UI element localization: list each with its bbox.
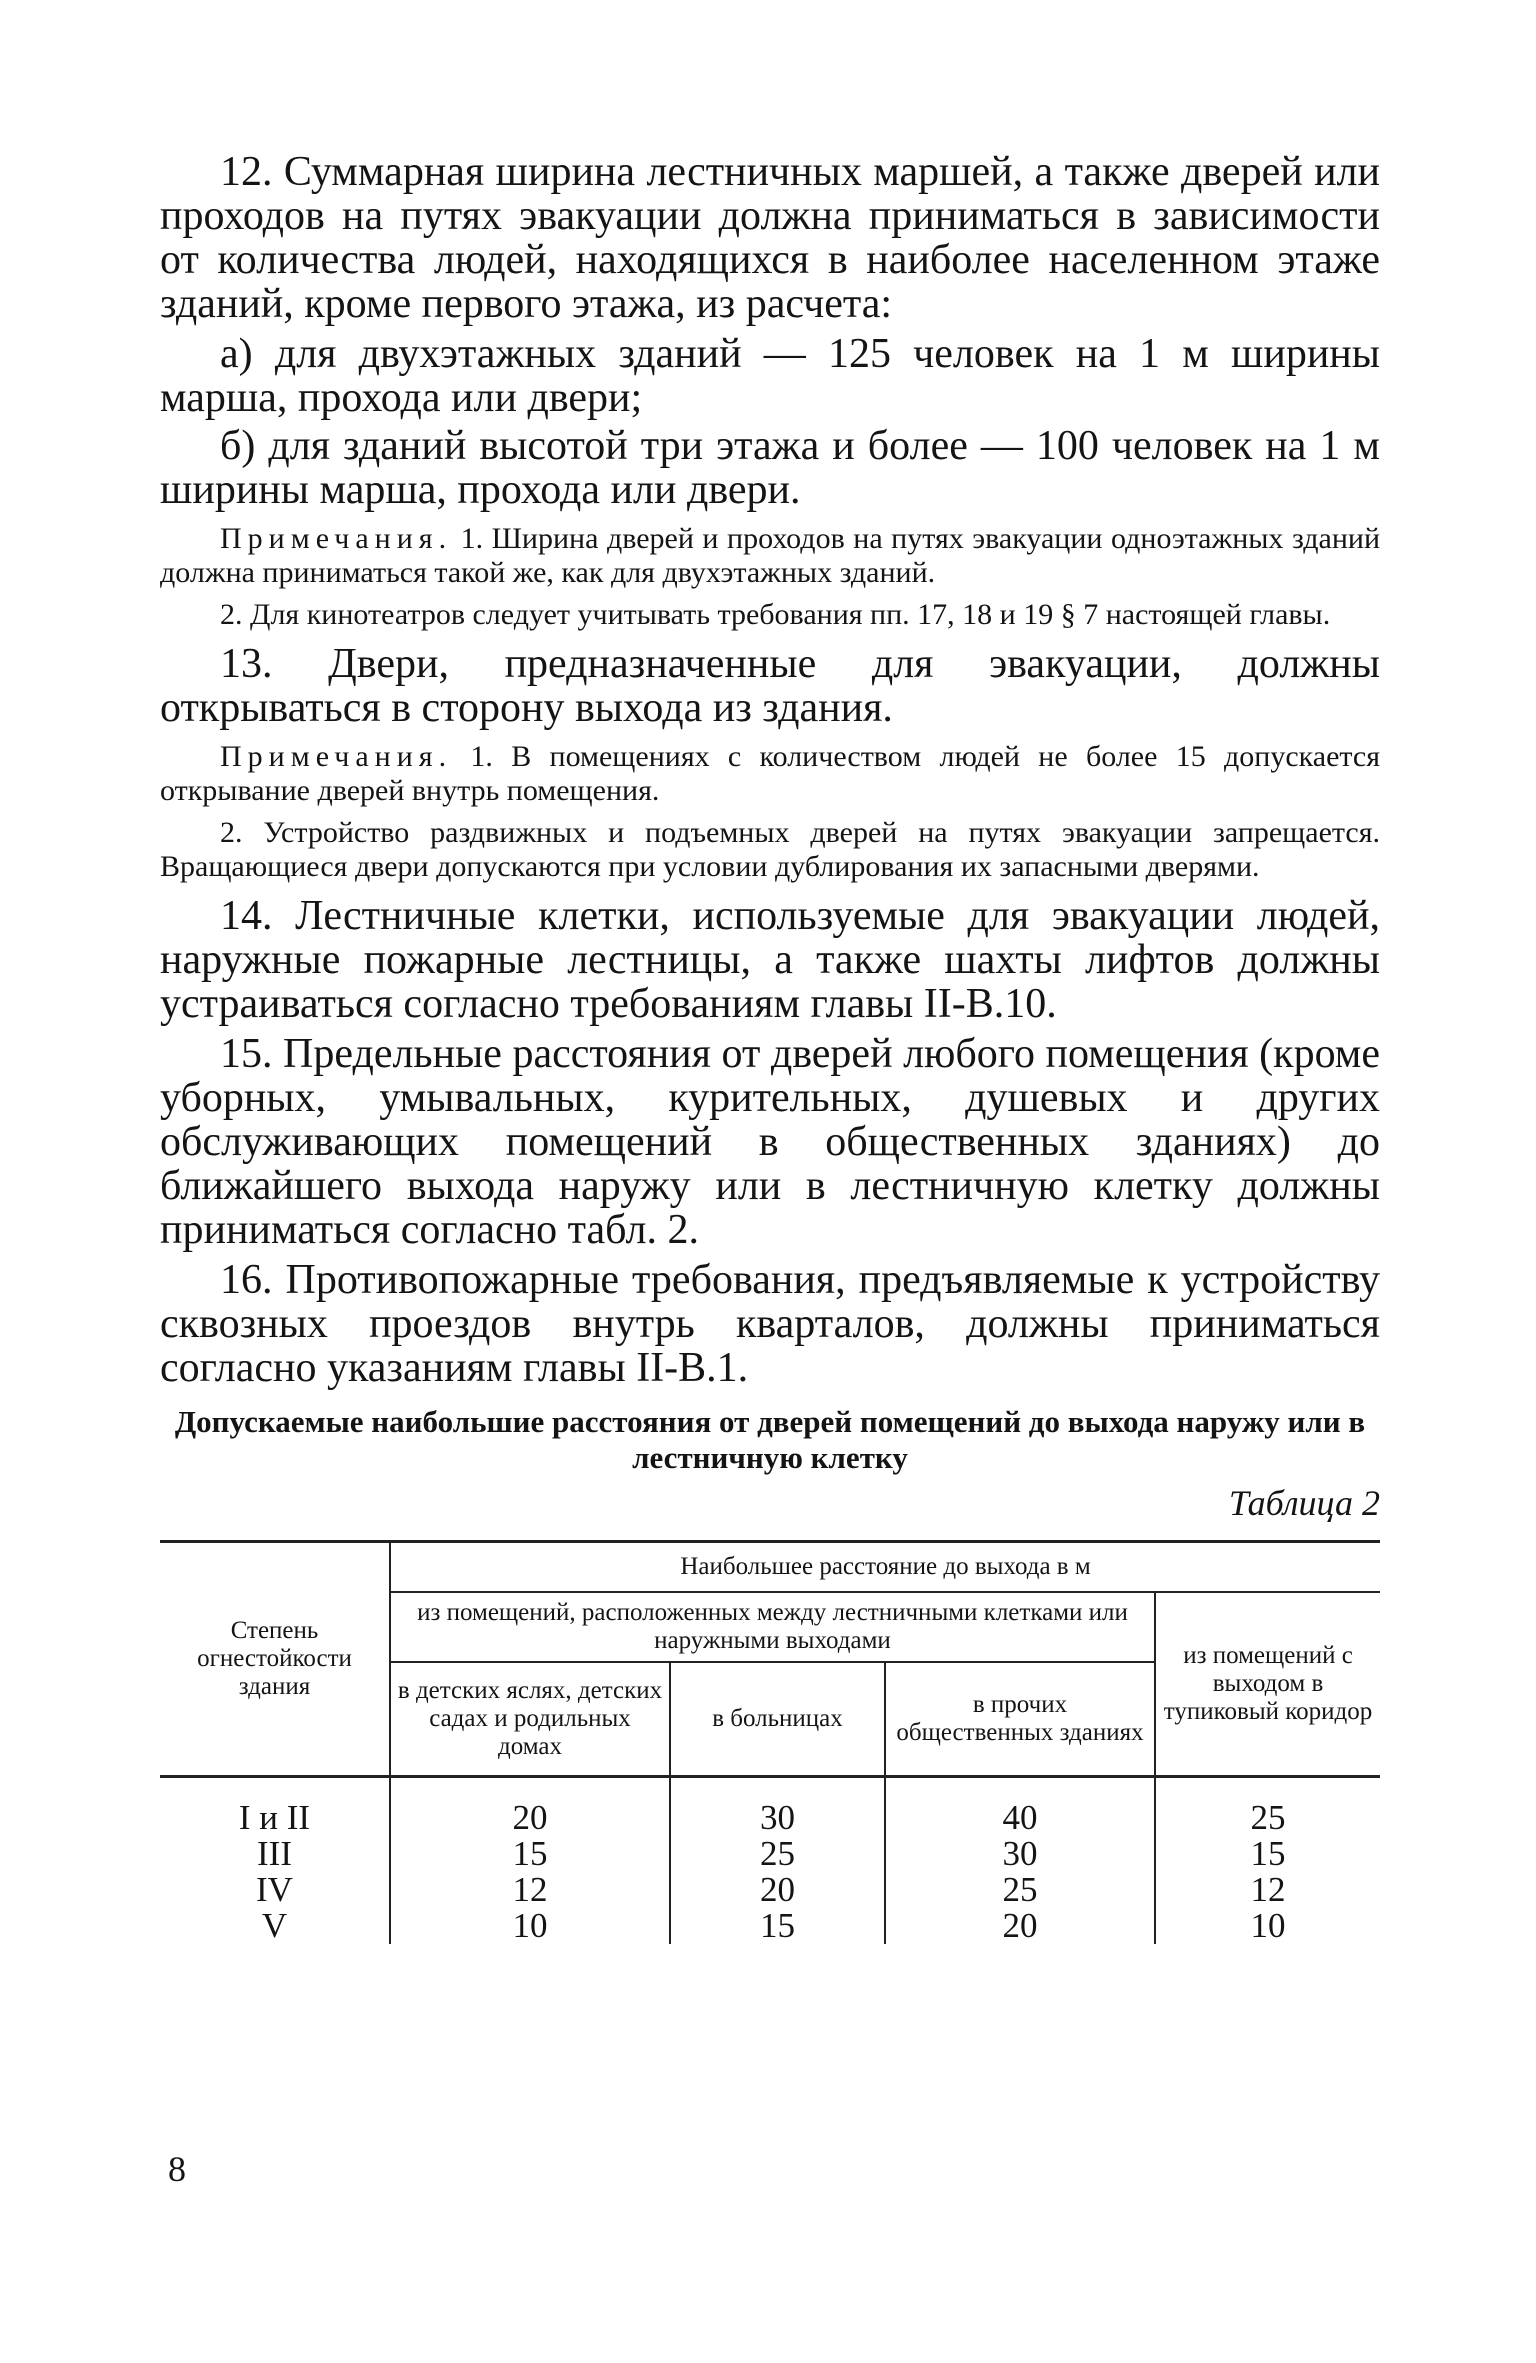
header-nurseries: в детских яслях, детских садах и родильных домах — [390, 1662, 670, 1777]
notes-label: Примечания. — [220, 740, 453, 773]
paragraph-14: 14. Лестничные клетки, используемые для эвакуации людей, наружные пожарные лестницы, а также шахты лифтов должны устраиваться согласно требованиям главы II-В.10. — [160, 893, 1380, 1027]
note-13-1 — [160, 740, 1380, 808]
cell-degree: V — [261, 1906, 288, 1945]
cell-value: 20 — [885, 1908, 1155, 1944]
document-page — [160, 150, 1380, 1944]
note-12-1 — [160, 522, 1380, 590]
page-number: 8 — [168, 2149, 186, 2189]
cell-value: 12 — [390, 1872, 670, 1908]
cell-degree: IV — [256, 1870, 293, 1909]
paragraph-12b: б) для зданий высотой три этажа и более — 100 человек на 1 м ширины марша, прохода или двери. — [160, 423, 1380, 513]
cell-value: 25 — [1155, 1777, 1380, 1837]
paragraph-15: 15. Предельные расстояния от дверей любого помещения (кроме уборных, умывальных, курительных, душевых и других обслуживающих помещений в общественных зданиях) до ближайшего выхода наружу или в лестничную клетку должны приниматься согласно табл. 2. — [160, 1031, 1380, 1253]
note-12-2: 2. Для кинотеатров следует учитывать требования пп. 17, 18 и 19 § 7 настоящей главы. — [220, 598, 1331, 631]
table-row — [160, 1872, 1380, 1908]
paragraph-13: 13. Двери, предназначенные для эвакуации, должны открываться в сторону выхода из здания. — [160, 641, 1380, 731]
header-between-stairwells: из помещений, расположенных между лестничными клетками или наружными выходами — [390, 1592, 1155, 1662]
header-fire-resistance: Степень огнестойкости здания — [160, 1542, 390, 1777]
cell-value: 15 — [1155, 1836, 1380, 1872]
header-other-public: в прочих общественных зданиях — [885, 1662, 1155, 1777]
table-row — [160, 1836, 1380, 1872]
cell-value: 10 — [390, 1908, 670, 1944]
cell-value: 40 — [885, 1777, 1155, 1837]
header-max-distance: Наибольшее расстояние до выхода в м — [390, 1542, 1380, 1593]
table-row — [160, 1777, 1380, 1837]
cell-value: 12 — [1155, 1872, 1380, 1908]
cell-value: 20 — [670, 1872, 885, 1908]
note-13-2: 2. Устройство раздвижных и подъемных дверей на путях эвакуации запрещается. Вращающиеся двери допускаются при условии дублирования их запасными дверями. — [160, 816, 1380, 883]
notes-label: Примечания. — [220, 522, 453, 555]
table-label: Таблица 2 — [1228, 1483, 1380, 1523]
paragraph-12: 12. Суммарная ширина лестничных маршей, а также дверей или проходов на путях эвакуации должна приниматься в зависимости от количества людей, находящихся в наиболее населенном этаже зданий, кроме первого этажа, из расчета: — [160, 149, 1380, 327]
note-text: 1. Ширина дверей и проходов на путях эвакуации одноэтажных зданий должна приниматься такой же, как для двухэтажных зданий. — [160, 522, 1381, 589]
table-row — [160, 1908, 1380, 1944]
note-text: 1. В помещениях с количеством людей не более 15 допускается открывание дверей внутрь помещения. — [160, 740, 1381, 807]
table-caption: Допускаемые наибольшие расстояния от дверей помещений до выхода наружу или в лестничную клетку — [174, 1404, 1366, 1475]
header-dead-end-corridor: из помещений с выходом в тупиковый коридор — [1155, 1592, 1380, 1777]
cell-degree: III — [257, 1834, 292, 1873]
cell-value: 25 — [670, 1836, 885, 1872]
cell-value: 15 — [670, 1908, 885, 1944]
cell-value: 30 — [885, 1836, 1155, 1872]
header-hospitals: в больницах — [670, 1662, 885, 1777]
cell-value: 30 — [670, 1777, 885, 1837]
cell-value: 25 — [885, 1872, 1155, 1908]
cell-value: 15 — [390, 1836, 670, 1872]
cell-value: 20 — [390, 1777, 670, 1837]
paragraph-16: 16. Противопожарные требования, предъявляемые к устройству сквозных проездов внутрь кварталов, должны приниматься согласно указаниям главы II-В.1. — [160, 1257, 1380, 1391]
cell-value: 10 — [1155, 1908, 1380, 1944]
cell-degree: I и II — [238, 1798, 311, 1837]
paragraph-12a: а) для двухэтажных зданий — 125 человек на 1 м ширины марша, прохода или двери; — [160, 331, 1380, 421]
distances-table — [160, 1540, 1380, 1944]
